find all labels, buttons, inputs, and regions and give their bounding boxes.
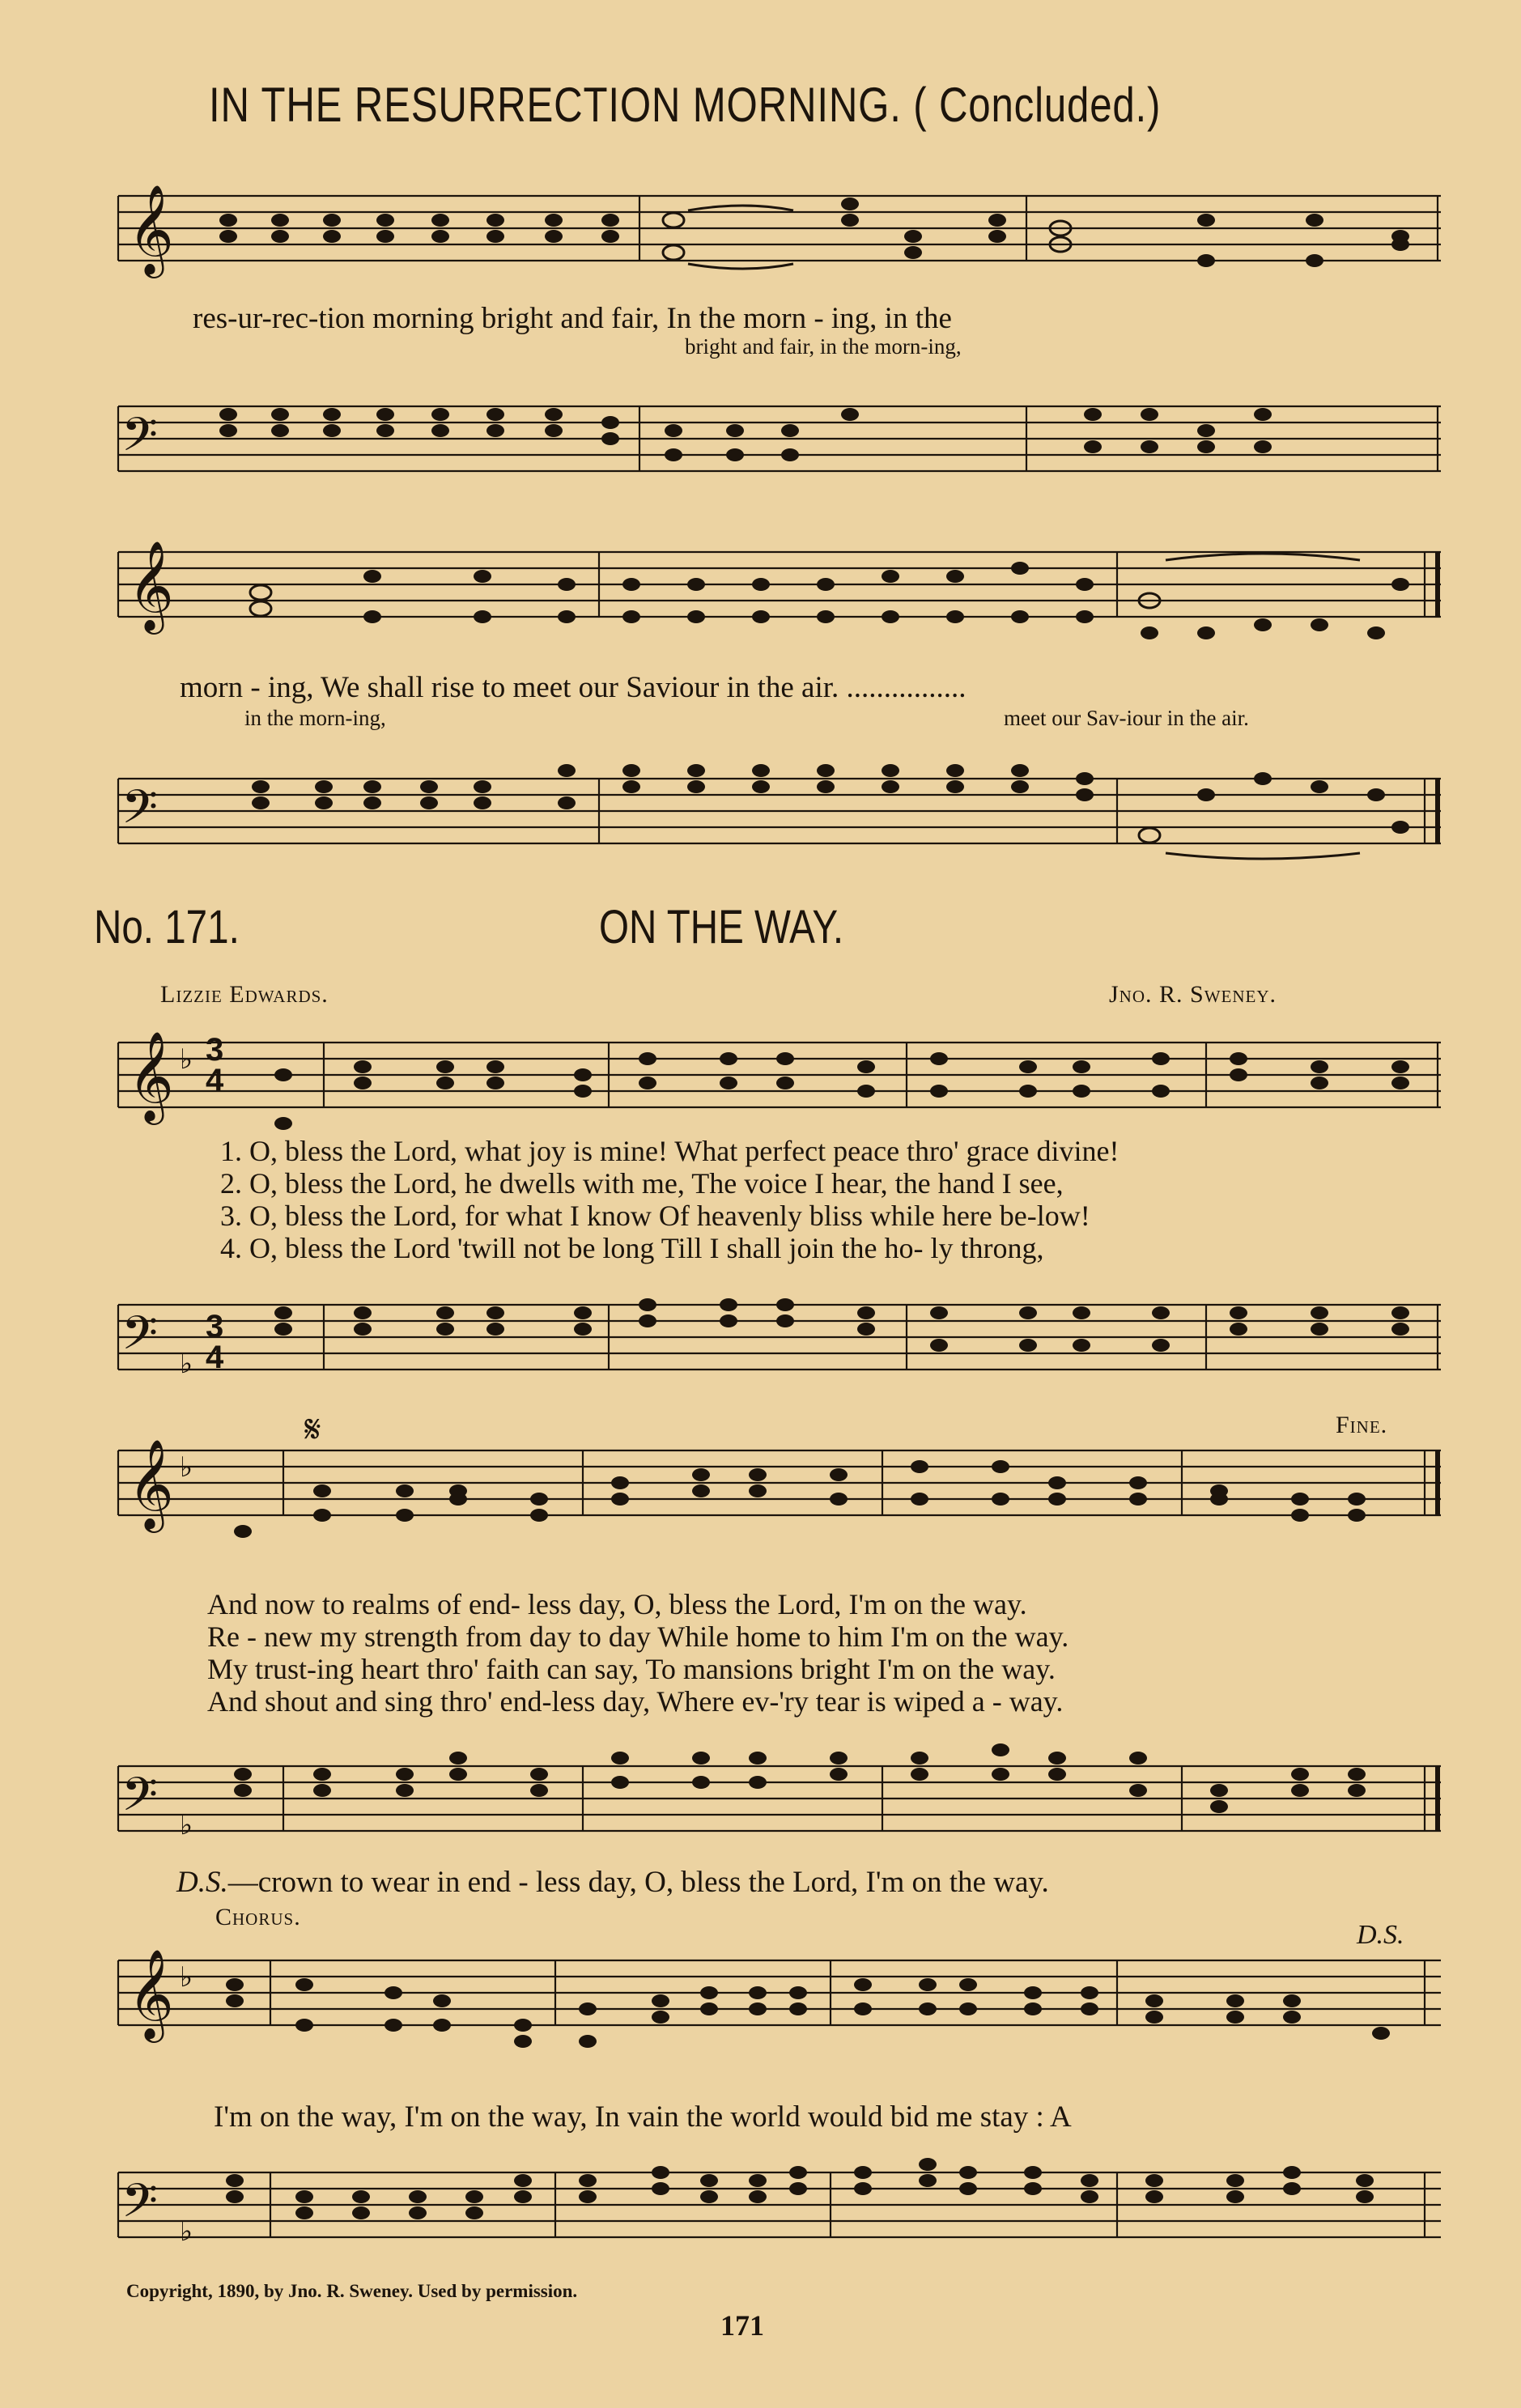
svg-text:𝄞: 𝄞 bbox=[128, 542, 174, 629]
page-title: IN THE RESURRECTION MORNING. ( Concluded.) bbox=[209, 78, 1162, 132]
hymn-verses-part-2 bbox=[207, 1588, 1069, 1718]
system-1-lyric: res-ur-rec-tion morning bright and fair, In the morn - ing, in the bbox=[193, 302, 952, 335]
hymn-system-1-treble-staff bbox=[0, 1033, 1521, 1146]
svg-text:♭: ♭ bbox=[180, 1349, 193, 1379]
ds-mark: D.S. bbox=[1357, 1920, 1404, 1950]
verse-3-line-1: 3. O, bless the Lord, for what I know Of heavenly bliss while here be-low! bbox=[220, 1200, 1090, 1232]
svg-text:𝄢: 𝄢 bbox=[121, 410, 159, 473]
hymn-system-2-treble-staff bbox=[0, 1441, 1521, 1570]
segno-sign: 𝄋 bbox=[304, 1407, 321, 1452]
hymn-author: Lizzie Edwards. bbox=[160, 981, 329, 1008]
svg-text:𝄢: 𝄢 bbox=[121, 1309, 159, 1371]
chorus-lyric: I'm on the way, I'm on the way, In vain the world would bid me stay : A bbox=[214, 2100, 1072, 2134]
svg-text:𝄞: 𝄞 bbox=[128, 1441, 174, 1527]
time-sig-treble bbox=[206, 1034, 223, 1096]
fine-mark: Fine. bbox=[1336, 1412, 1388, 1438]
svg-text:𝄞: 𝄞 bbox=[128, 186, 174, 273]
hymn-verses-part-1 bbox=[220, 1135, 1119, 1264]
verse-1-line-2: And now to realms of end- less day, O, bless the Lord, I'm on the way. bbox=[207, 1588, 1027, 1620]
svg-text:𝄢: 𝄢 bbox=[121, 2177, 159, 2239]
svg-text:♭: ♭ bbox=[180, 1453, 193, 1483]
verse-2-line-2: Re - new my strength from day to day While home to him I'm on the way. bbox=[207, 1620, 1069, 1653]
svg-text:♭: ♭ bbox=[180, 1963, 193, 1993]
hymn-system-1-bass-staff bbox=[0, 1295, 1521, 1408]
system-2-treble-staff bbox=[0, 542, 1521, 688]
system-2-alto-lyric-left: in the morn-ing, bbox=[244, 706, 386, 730]
verse-4-line-2: And shout and sing thro' end-less day, Where ev-'ry tear is wiped a - way. bbox=[207, 1685, 1064, 1718]
hymn-system-2-bass-staff bbox=[0, 1756, 1521, 1870]
system-2-bass-staff bbox=[0, 769, 1521, 882]
time-sig-bottom: 4 bbox=[206, 1063, 224, 1098]
ds-line bbox=[176, 1865, 1049, 1900]
time-sig-bass bbox=[206, 1311, 223, 1373]
verse-4-line-1: 4. O, bless the Lord 'twill not be long Till I shall join the ho- ly throng, bbox=[220, 1232, 1044, 1264]
chorus-bass-staff bbox=[0, 2163, 1521, 2276]
system-2-alto-lyric-right: meet our Sav-iour in the air. bbox=[1004, 706, 1249, 730]
ds-line-label: D.S. bbox=[176, 1866, 228, 1899]
svg-text:♭: ♭ bbox=[180, 1811, 193, 1841]
time-sig-bass-top: 3 bbox=[206, 1309, 224, 1344]
time-sig-top: 3 bbox=[206, 1032, 224, 1068]
svg-text:𝄢: 𝄢 bbox=[121, 1770, 159, 1833]
chorus-label: Chorus. bbox=[215, 1904, 301, 1930]
svg-text:𝄞: 𝄞 bbox=[128, 1033, 174, 1119]
verse-3-line-2: My trust-ing heart thro' faith can say, To mansions bright I'm on the way. bbox=[207, 1653, 1056, 1685]
hymn-number: No. 171. bbox=[94, 901, 240, 953]
copyright-notice: Copyright, 1890, by Jno. R. Sweney. Used by permission. bbox=[126, 2281, 578, 2301]
system-1-alto-lyric: bright and fair, in the morn-ing, bbox=[685, 334, 962, 359]
time-sig-bass-bottom: 4 bbox=[206, 1340, 224, 1375]
svg-text:♭: ♭ bbox=[180, 2217, 193, 2247]
ds-line-text: —crown to wear in end - less day, O, bless the Lord, I'm on the way. bbox=[227, 1866, 1049, 1899]
page-number: 171 bbox=[720, 2309, 764, 2342]
system-1-bass-staff bbox=[0, 397, 1521, 510]
verse-2-line-1: 2. O, bless the Lord, he dwells with me, The voice I hear, the hand I see, bbox=[220, 1167, 1064, 1200]
hymn-title: ON THE WAY. bbox=[599, 901, 844, 953]
system-2-lyric: morn - ing, We shall rise to meet our Saviour in the air. ................ bbox=[180, 671, 967, 704]
svg-text:♭: ♭ bbox=[180, 1045, 193, 1075]
svg-text:𝄢: 𝄢 bbox=[121, 783, 159, 845]
svg-text:𝄞: 𝄞 bbox=[128, 1951, 174, 2037]
hymn-composer: Jno. R. Sweney. bbox=[1109, 981, 1277, 1008]
verse-1-line-1: 1. O, bless the Lord, what joy is mine! What perfect peace thro' grace divine! bbox=[220, 1135, 1120, 1167]
chorus-treble-staff bbox=[0, 1951, 1521, 2080]
